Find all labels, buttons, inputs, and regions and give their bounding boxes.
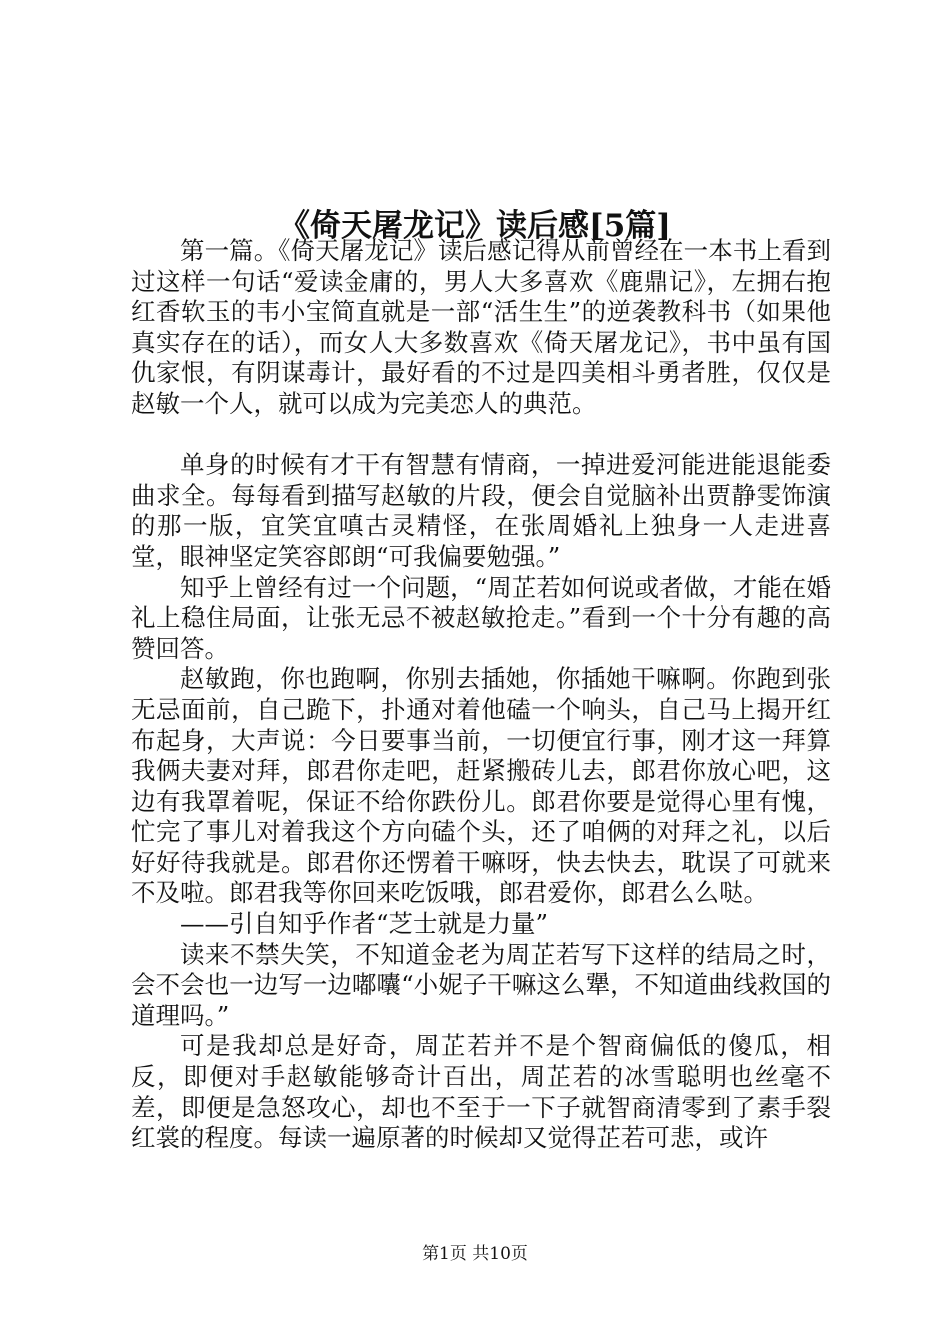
paragraph-2: 单身的时候有才干有智慧有情商，一掉进爱河能进能退能委曲求全。每每看到描写赵敏的片段，便会自觉脑补出贾静雯饰演的那一版，宜笑宜嗔古灵精怪，在张周婚礼上独身一人走进喜堂，眼神坚定笑容郎朗“可我偏要勉强。”	[131, 450, 831, 571]
paragraph-1: 第一篇。《倚天屠龙记》读后感记得从前曾经在一本书上看到过这样一句话“爱读金庸的，男人大多喜欢《鹿鼎记》，左拥右抱红香软玉的韦小宝简直就是一部“活生生”的逆袭教科书（如果他真实存在的话），而女人大多数喜欢《倚天屠龙记》，书中虽有国仇家恨，有阴谋毒计，最好看的不过是四美相斗勇者胜，仅仅是赵敏一个人，就可以成为完美恋人的典范。	[131, 236, 831, 418]
paragraph-4: 赵敏跑，你也跑啊，你别去插她，你插她干嘛啊。你跑到张无忌面前，自己跪下，扑通对着他磕一个响头，自己马上揭开红布起身，大声说：今日要事当前，一切便宜行事，刚才这一拜算我俩夫妻对拜，郎君你走吧，赶紧搬砖儿去，郎君你放心吧，这边有我罩着呢，保证不给你跌份儿。郎君你要是觉得心里有愧，忙完了事儿对着我这个方向磕个头，还了咱俩的对拜之礼，以后好好待我就是。郎君你还愣着干嘛呀，快去快去，耽误了可就来不及啦。郎君我等你回来吃饭哦，郎君爱你，郎君么么哒。	[131, 664, 831, 908]
quote-attribution: ——引自知乎作者“芝士就是力量”	[180, 909, 549, 939]
page-footer: 第1页 共10页	[422, 1244, 528, 1264]
document-body	[131, 236, 831, 1154]
paragraph-6: 可是我却总是好奇，周芷若并不是个智商偏低的傻瓜，相反，即便对手赵敏能够奇计百出，周芷若的冰雪聪明也丝毫不差，即便是急怒攻心，却也不至于一下子就智商清零到了素手裂红裳的程度。每读一遍原著的时候却又觉得芷若可悲，或许	[131, 1031, 831, 1153]
document-title: 《倚天屠龙记》读后感[5篇]	[279, 207, 671, 244]
paragraph-5: 读来不禁失笑，不知道金老为周芷若写下这样的结局之时，会不会也一边写一边嘟囔“小妮子干嘛这么犟，不知道曲线救国的道理吗。”	[131, 939, 831, 1030]
paragraph-3: 知乎上曾经有过一个问题，“周芷若如何说或者做，才能在婚礼上稳住局面，让张无忌不被赵敏抢走。”看到一个十分有趣的高赞回答。	[131, 572, 831, 663]
